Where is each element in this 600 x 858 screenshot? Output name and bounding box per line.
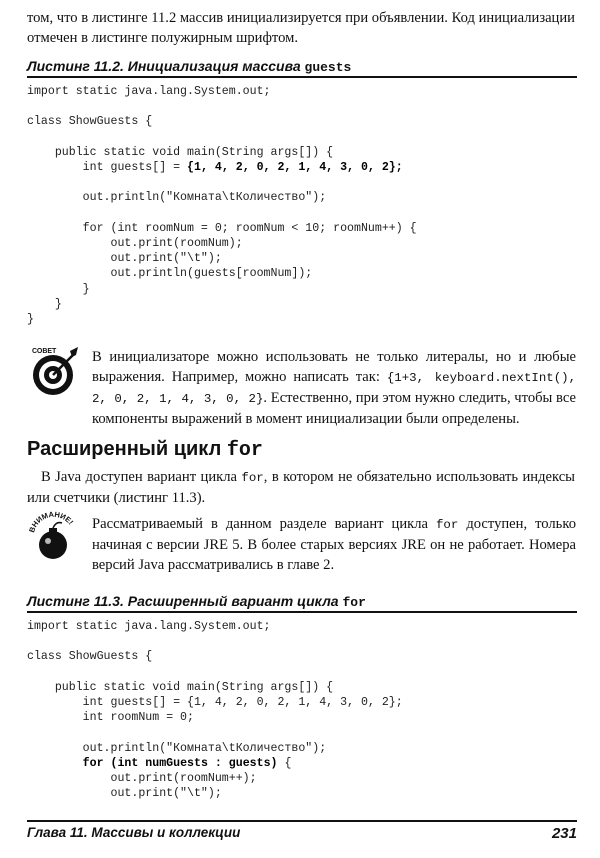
listing-title-code: guests	[304, 60, 352, 75]
listing-title-text: Листинг 11.2. Инициализация массива	[27, 58, 305, 74]
warning-bomb-icon	[26, 507, 84, 563]
section-text-2: , в котором не обязательно использовать индексы или счетчики (листинг 11.3).	[27, 469, 575, 506]
page-footer	[27, 820, 577, 840]
listing-11-2-code	[27, 84, 417, 327]
tip-code: {1+3, keyboard.nextInt(), 2, 0, 2, 1, 4, 3, 0, 2}	[92, 371, 577, 406]
section-text-1: В Java доступен вариант цикла	[41, 469, 242, 485]
intro-paragraph: том, что в листинге 11.2 массив инициализируется при объявлении. Код инициализации отмечен в листинге полужирным шрифтом.	[27, 10, 575, 46]
warning-code: for	[436, 518, 459, 532]
tip-target-icon	[26, 343, 84, 399]
code-segment: { out.print(roomNum++); out.print("\t");	[110, 756, 292, 801]
tip-note	[92, 347, 576, 429]
section-title-code: for	[226, 439, 263, 462]
section-title	[27, 438, 263, 462]
listing-title-code: for	[342, 595, 366, 610]
warning-icon-label: ВНИМАНИЕ!	[27, 509, 76, 534]
code-segment: out.println("Комната\tКоличество"); for (int roomNum = 0; roomNum < 10; roomNum++) { out.print(roomNum); out.print("\t"); out.println(guests[roomNum]); } } }	[27, 191, 417, 327]
code-segment: import static java.lang.System.out; class ShowGuests { public static void main(String args[]) { int guests[] =	[27, 85, 334, 175]
warning-text-1: Рассматриваемый в данном разделе вариант цикла	[92, 516, 436, 532]
section-paragraph	[27, 467, 575, 508]
warning-text-2: доступен, только начиная с версии JRE 5. В более старых версиях JRE он не работает. Номера версий Java рассматривались в главе 2.	[92, 516, 576, 573]
tip-icon-label: СОВЕТ	[32, 348, 57, 355]
section-title-text: Расширенный цикл	[27, 438, 227, 460]
footer-chapter: Глава 11. Массивы и коллекции	[27, 825, 241, 840]
listing-title-text: Листинг 11.3. Расширенный вариант цикла	[27, 593, 343, 609]
code-bold-for-loop: for (int numGuests : guests)	[82, 756, 278, 770]
warning-note	[92, 514, 576, 575]
page-number: 231	[551, 825, 577, 842]
listing-11-3-title	[27, 593, 577, 613]
listing-11-3-code	[27, 619, 403, 801]
code-segment: import static java.lang.System.out; class ShowGuests { public static void main(String args[]) { int guests[] = {1, 4, 2, 0, 2, 1, 4, 3, 0, 2}; int roomNum = 0; out.println("Комната\tКоличество");	[27, 620, 403, 755]
listing-11-2-title	[27, 58, 577, 78]
code-bold-initializer: {1, 4, 2, 0, 2, 1, 4, 3, 0, 2};	[187, 161, 403, 175]
section-code: for	[241, 471, 264, 485]
tip-text-2: . Естественно, при этом нужно следить, чтобы все компоненты выражений в момент инициализации были определены.	[92, 390, 576, 427]
tip-text-1: В инициализаторе можно использовать не только литералы, но и любые выражения. Например, можно написать так:	[92, 349, 576, 385]
